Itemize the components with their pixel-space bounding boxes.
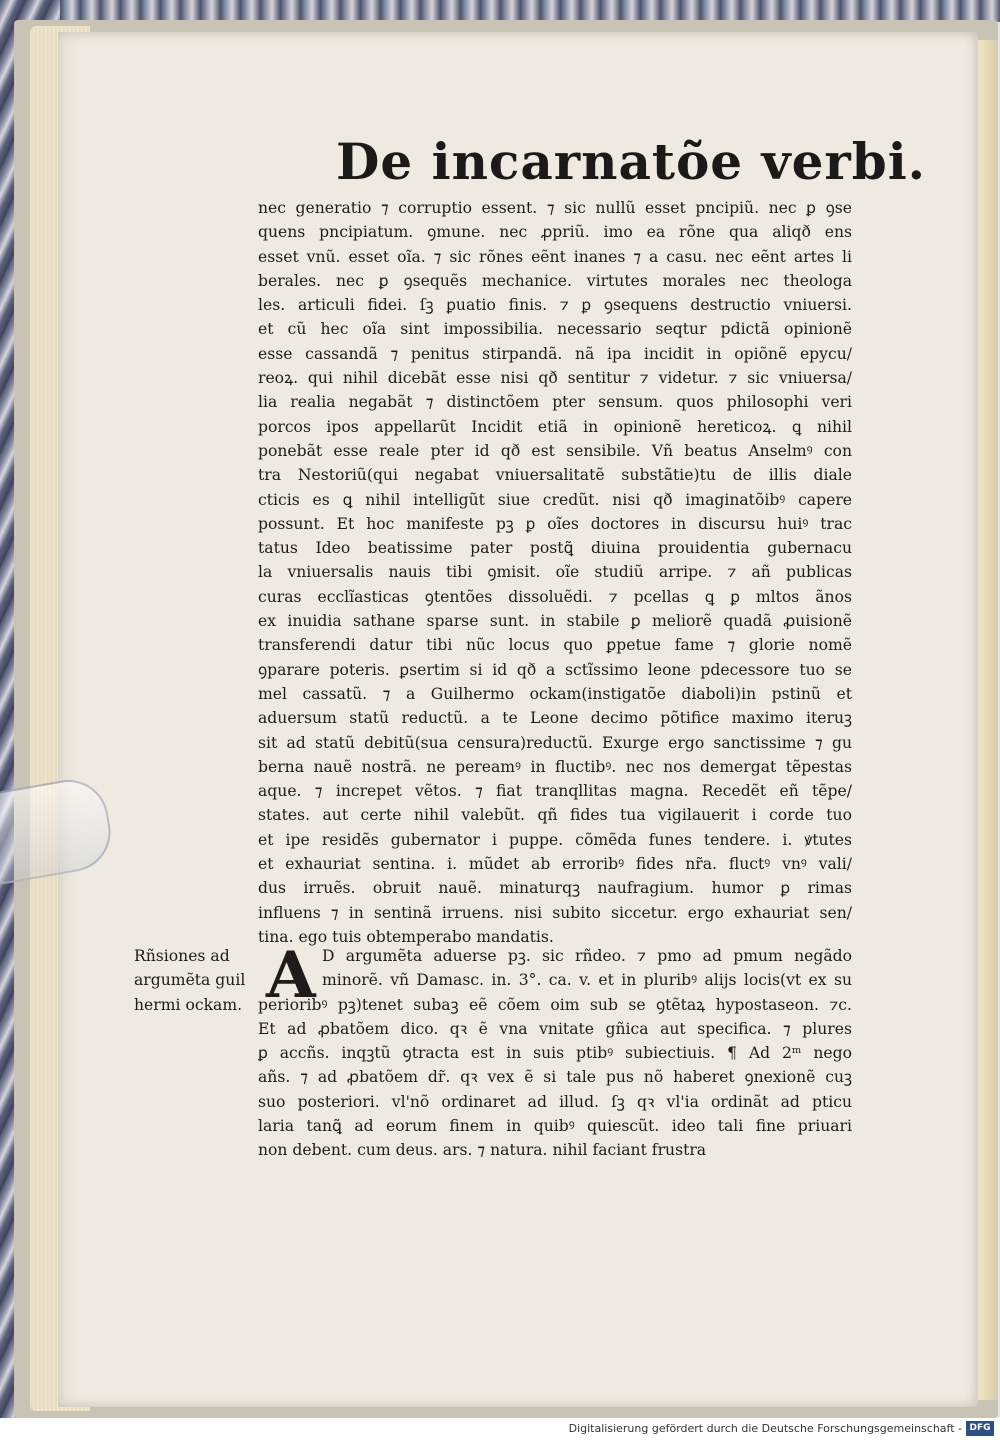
text-line: dus irruẽs. obruit nauẽ. minaturqꝫ naufragium. humor ꝑ rimas — [258, 879, 852, 898]
footer-credit: Digitalisierung gefördert durch die Deutsche Forschungsgemeinschaft - — [568, 1422, 962, 1435]
text-line: cticis es ꝗ nihil intelligũt siue credũt. nisi qð imaginatõibꝰ capere — [258, 490, 852, 509]
text-line: ex inuidia sathane sparse sunt. in stabile ꝑ meliorẽ quadã ꝓuisionẽ — [258, 612, 852, 631]
text-line: argumẽta guil — [134, 971, 246, 990]
text-line: berna nauẽ nostrã. ne pereamꝰ in fluctibꝰ. nec nos demergat tẽpestas — [258, 757, 852, 776]
text-line: nec generatio ⁊ corruptio essent. ⁊ sic nullũ esset pncipiũ. nec ꝑ ꝯse — [258, 199, 852, 217]
main-text-block — [258, 196, 852, 949]
text-line: suo posteriori. vl'nõ ordinaret ad illud. ſꝫ qꝛ vl'ia ordinãt ad pticu — [258, 1092, 852, 1111]
text-line: states. aut certe nihil valebũt. qñ fides tua vigilauerit i corde tuo — [258, 806, 852, 825]
text-line: tra Nestoriũ(qui negabat vniuersalitatẽ substãtie)tu de illis diale — [258, 466, 852, 485]
text-line: transferendi datur tibi nũc locus quo ꝑpetue fame ⁊ glorie nomẽ — [258, 636, 852, 655]
text-line: et exhauriat sentina. i. mũdet ab erroribꝰ fides nr̃a. fluctꝰ vnꝰ vali/ — [258, 855, 852, 874]
text-line: influens ⁊ in sentinã irruens. nisi subito siccetur. ergo exhauriat sen/ — [258, 903, 852, 922]
text-line: Rñsiones ad — [134, 947, 230, 965]
text-line: laria tanꝗ̃ ad eorum finem in quibꝰ quiescũt. ideo tali fine priuari — [258, 1117, 852, 1136]
text-line: tatus Ideo beatissime pater postꝗ̃ diuina prouidentia gubernacu — [258, 539, 852, 558]
text-line: añs. ⁊ ad ꝓbatõem dr̃. qꝛ vex ẽ si tale pus nõ haberet ꝯnexionẽ cuꝫ — [258, 1068, 852, 1087]
text-line: aque. ⁊ increpet vẽtos. ⁊ fiat tranqllitas magna. Recedẽt eñ tẽpe/ — [258, 782, 852, 801]
text-line: ponebãt esse reale pter id qð est sensibile. Vñ beatus Anselmꝰ con — [258, 441, 852, 460]
page-title: De incarnatõe verbi. — [336, 132, 927, 191]
footer-bar — [0, 1418, 1000, 1440]
text-line: lia realia negabãt ⁊ distinctõem pter sensum. quos philosophi veri — [258, 393, 852, 412]
marbled-edge-top — [0, 0, 1000, 22]
text-line: ꝯparare poteris. ꝑsertim si id qð a sctĩssimo leone pdecessore tuo se — [258, 660, 852, 679]
text-line: possunt. Et hoc manifeste pꝫ ꝑ oĩes doctores in discursu huiꝰ trac — [258, 514, 852, 533]
text-line: hermi ockam. — [134, 995, 243, 1014]
text-line: minorẽ. vñ Damasc. in. 3°. ca. v. et in pluribꝰ alijs locis(vt ex su — [322, 971, 852, 990]
text-line: Et ad ꝓbatõem dico. qꝛ ẽ vna vnitate gñica aut specifica. ⁊ plures — [258, 1019, 852, 1038]
text-line: aduersum statũ reductũ. a te Leone decimo põtifice maximo iteruꝫ — [258, 709, 852, 728]
margin-note — [134, 944, 262, 1017]
text-line: les. articuli fidei. ſꝫ ꝑuatio finis. ⁊ ꝑ ꝯsequens destructio vniuersi. — [258, 296, 852, 315]
text-line: quens pncipiatum. ꝯmune. nec ꝓpriũ. imo ea rõne qua aliqð ens — [258, 223, 852, 242]
text-line: la vniuersalis nauis tibi ꝯmisit. oĩe studiũ arripe. ⁊ añ publicas — [258, 563, 852, 582]
text-line: esse cassandã ⁊ penitus stirpandã. nã ipa incidit in opiõnẽ epycu/ — [258, 344, 852, 363]
text-line: porcos ipos appellarũt Incidit etiã in opinionẽ hereticoꝝ. ꝗ nihil — [258, 417, 852, 436]
dfg-logo-icon: DFG — [966, 1421, 994, 1436]
text-line: sit ad statũ debitũ(sua censura)reductũ. Exurge ergo sanctissime ⁊ gu — [258, 733, 852, 752]
text-line: ꝑ accñs. inqꝫtũ ꝯtracta est in suis ptibꝰ subiectiuis. ¶ Ad 2ᵐ nego — [258, 1044, 852, 1063]
response-text-block — [258, 938, 852, 1163]
text-line: D argumẽta aduerse pꝫ. sic rñdeo. ⁊ pmo ad pmum negãdo — [322, 947, 852, 965]
text-line: et cũ hec oĩa sint impossibilia. necessario seqtur pdictã opinionẽ — [258, 320, 852, 339]
text-line: et ipe residẽs gubernator i puppe. cõmẽda funes tendere. i. ꝟtutes — [258, 830, 852, 849]
text-line: reoꝝ. qui nihil dicebãt esse nisi qð sentitur ⁊ videtur. ⁊ sic vniuersa/ — [258, 369, 852, 388]
text-line: esset vnũ. esset oĩa. ⁊ sic rõnes eẽnt inanes ⁊ a casu. nec eẽnt artes li — [258, 247, 852, 266]
text-line: berales. nec ꝑ ꝯsequẽs mechanice. virtutes morales nec theologa — [258, 271, 852, 290]
text-line: non debent. cum deus. ars. ⁊ natura. nihil faciant frustra — [258, 1141, 707, 1160]
initial-letter: A — [266, 938, 316, 1013]
text-line: tina. ego tuis obtemperabo mandatis. — [258, 927, 554, 946]
text-line: perioribꝰ pꝫ)tenet subaꝫ eẽ cõem oim sub se ꝯtẽtaꝝ hypostaseon. ⁊c. — [258, 995, 852, 1014]
text-line: mel cassatũ. ⁊ a Guilhermo ockam(instigatõe diaboli)in pstinũ et — [258, 684, 852, 703]
text-line: curas ecclĩasticas ꝯtentões dissoluẽdi. ⁊ pcellas ꝗ ꝑ mltos ãnos — [258, 587, 852, 606]
